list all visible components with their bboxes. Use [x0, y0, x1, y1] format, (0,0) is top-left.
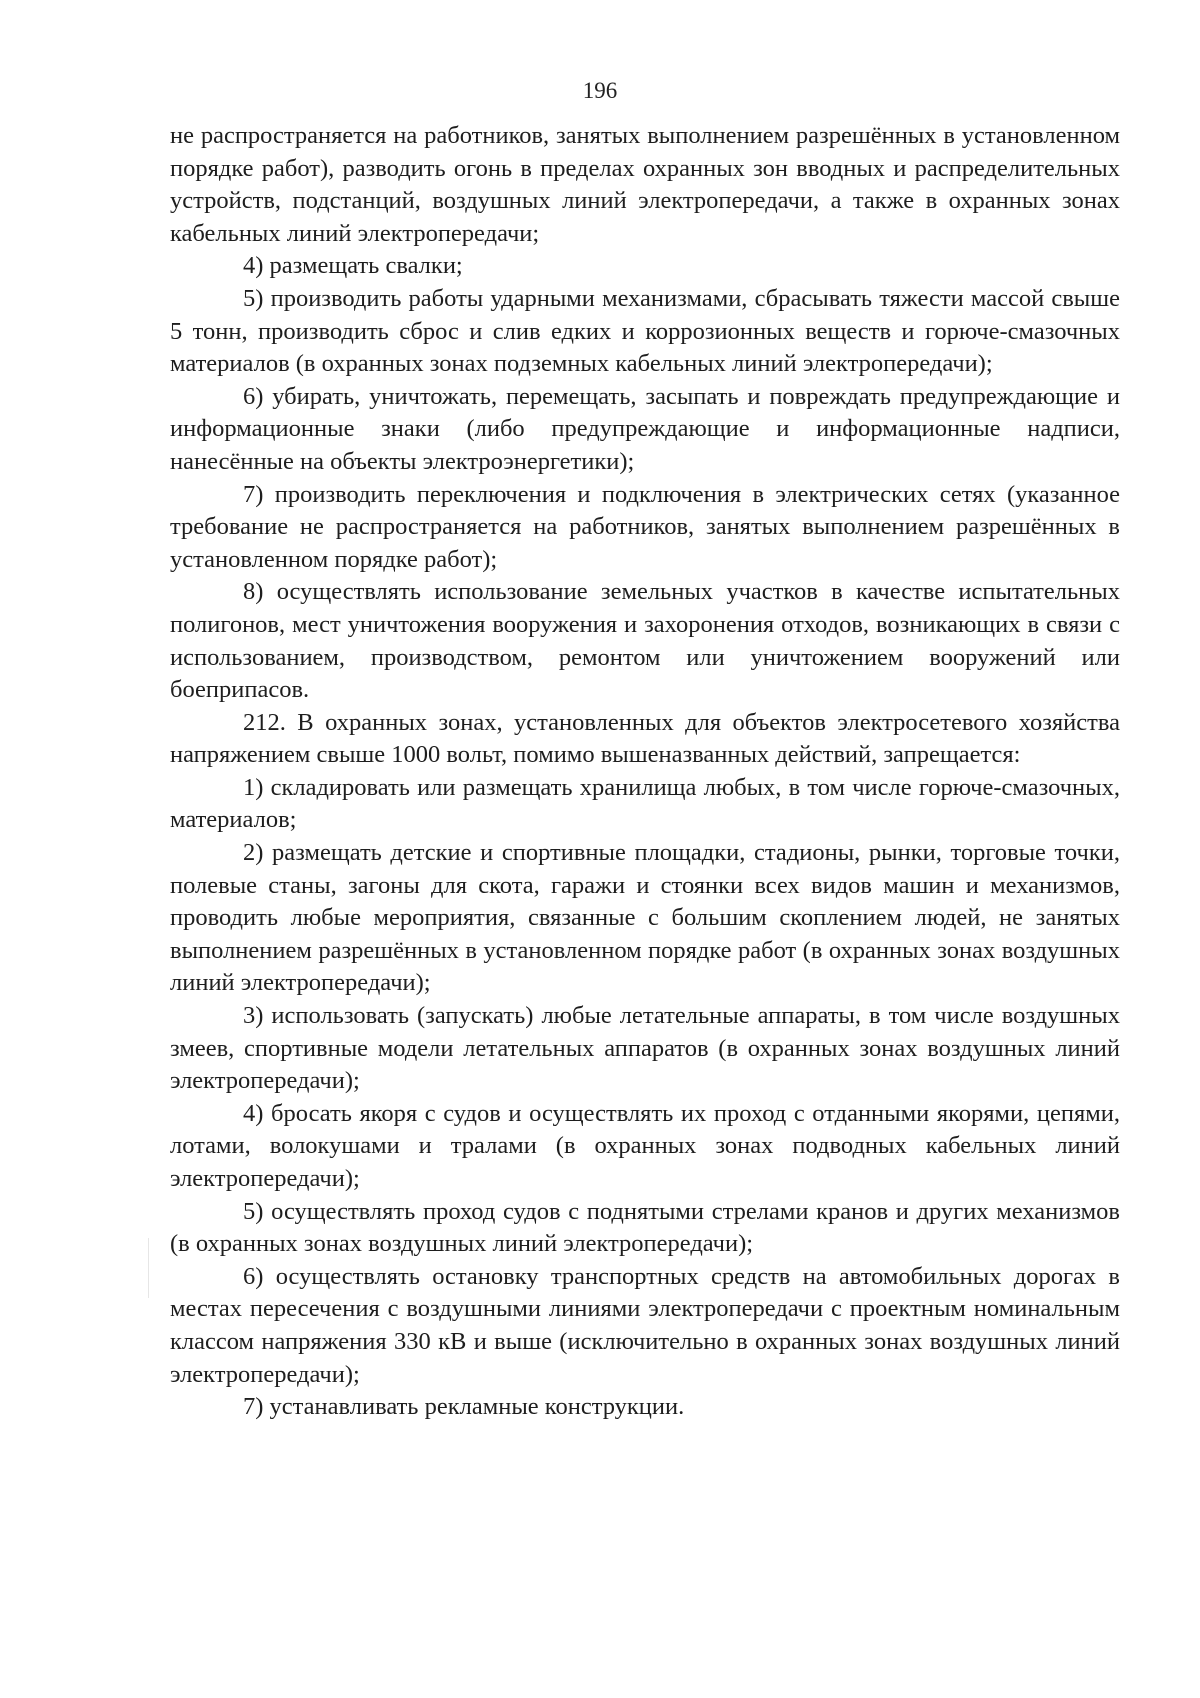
clause-212-item-4: 4) бросать якоря с судов и осуществлять их проход с отданными якорями, цепями, лотами, волокушами и тралами (в охранных зонах подводных кабельных линий электропередачи);: [170, 1099, 1120, 1192]
clause-212-item-7: 7) устанавливать рекламные конструкции.: [243, 1393, 685, 1421]
document-body: [170, 120, 1120, 1424]
clause-212-item-5: 5) осуществлять проход судов с поднятыми стрелами кранов и других механизмов (в охранных зонах воздушных линий электропередачи);: [170, 1197, 1120, 1258]
scan-margin-mark: [148, 1238, 149, 1298]
clause-212-item-6: 6) осуществлять остановку транспортных средств на автомобильных дорогах в местах пересечения с воздушными линиями электропередачи с проектным номинальным классом напряжения 330 кВ и выше (исключительно в охранных зонах воздушных линий электропередачи);: [170, 1262, 1120, 1388]
list-item-4: 4) размещать свалки;: [243, 252, 463, 280]
list-item-7: 7) производить переключения и подключения в электрических сетях (указанное требование не распространяется на работников, занятых выполнением разрешённых в установленном порядке работ);: [170, 480, 1120, 573]
clause-212: 212. В охранных зонах, установленных для объектов электросетевого хозяйства напряжением свыше 1000 вольт, помимо вышеназванных действий, запрещается:: [170, 708, 1120, 769]
list-item-6: 6) убирать, уничтожать, перемещать, засыпать и повреждать предупреждающие и информационные знаки (либо предупреждающие и информационные надписи, нанесённые на объекты электроэнергетики);: [170, 382, 1120, 475]
clause-212-item-3: 3) использовать (запускать) любые летательные аппараты, в том числе воздушных змеев, спортивные модели летательных аппаратов (в охранных зонах воздушных линий электропередачи);: [170, 1002, 1120, 1095]
paragraph-intro: не распространяется на работников, занятых выполнением разрешённых в установленном порядке работ), разводить огонь в пределах охранных зон вводных и распределительных устройств, подстанций, воздушных линий электропередачи, а также в охранных зонах кабельных линий электропередачи;: [170, 122, 1120, 247]
list-item-5: 5) производить работы ударными механизмами, сбрасывать тяжести массой свыше 5 тонн, производить сброс и слив едких и коррозионных веществ и горюче-смазочных материалов (в охранных зонах подземных кабельных линий электропередачи);: [170, 284, 1120, 378]
clause-212-item-1: 1) складировать или размещать хранилища любых, в том числе горюче-смазочных, материалов;: [170, 773, 1120, 834]
page-number: 196: [582, 78, 618, 103]
clause-212-item-2: 2) размещать детские и спортивные площадки, стадионы, рынки, торговые точки, полевые станы, загоны для скота, гаражи и стоянки всех видов машин и механизмов, проводить любые мероприятия, связанные с большим скоплением людей, не занятых выполнением разрешённых в установленном порядке работ (в охранных зонах воздушных линий электропередачи);: [170, 839, 1120, 997]
list-item-8: 8) осуществлять использование земельных участков в качестве испытательных полигонов, мест уничтожения вооружения и захоронения отходов, возникающих в связи с использованием, производством, ремонтом или уничтожением вооружений или боеприпасов.: [170, 578, 1120, 704]
